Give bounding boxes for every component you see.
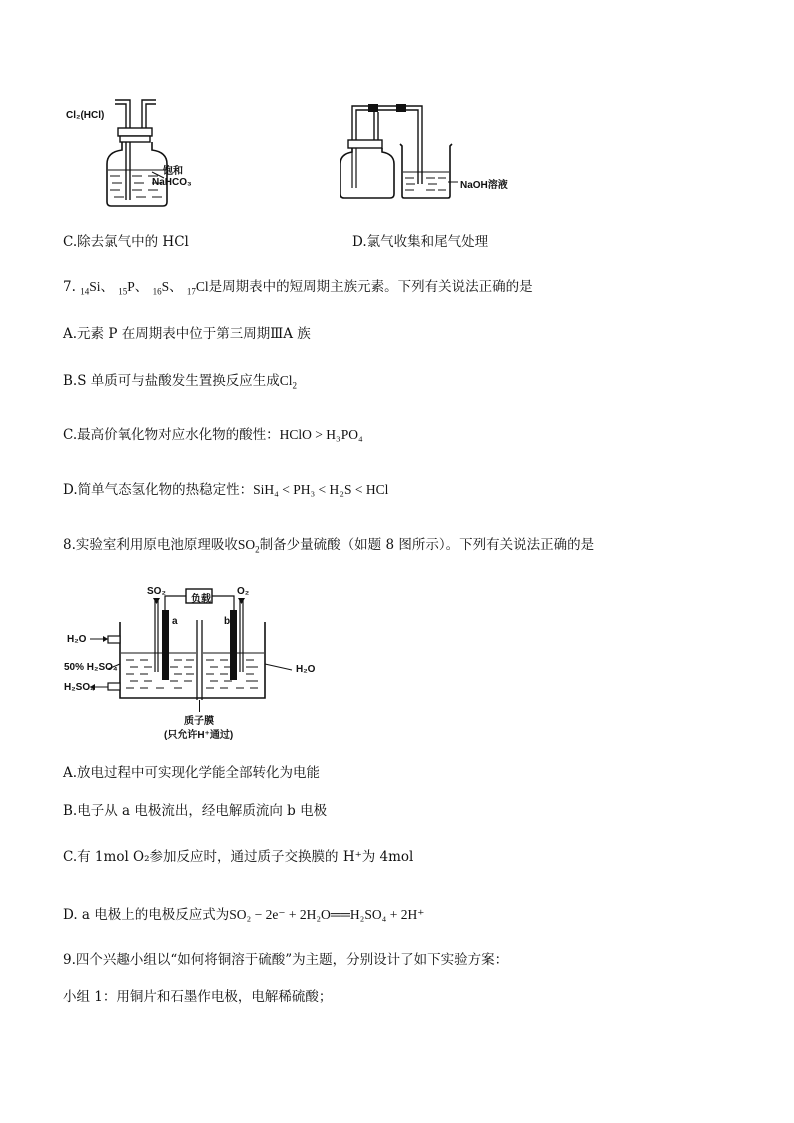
q8-stem: 8.实验室利用原电池原理吸收$SO_2$制备少量硫酸（如题 8 图所示）。下列有关说法正确的是 [63,537,595,555]
q8-option-d: D. a 电极上的电极反应式为SO₂ − 2e⁻ + 2H₂O══H₂SO₄ + 2H⁺ [63,907,425,923]
fig8-acid-label: 50% H₂SO₄ [64,662,118,673]
q9-group1: 小组 1：用铜片和石墨作电极，电解稀硫酸； [63,989,333,1005]
collection-absorption-diagram [340,102,480,202]
q8-option-c: C.有 1mol O₂参加反应时，通过质子交换膜的 H⁺为 4mol [63,849,414,865]
q9-stem: 9.四个兴趣小组以“如何将铜溶于硫酸”为主题，分别设计了如下实验方案： [63,952,509,968]
figc-gas-label: Cl₂(HCl) [66,110,105,121]
q7-option-d: D.简单气态氢化物的热稳定性：SiH₄ < PH₃ < H₂S < HCl [63,482,389,498]
figure-d [340,102,480,202]
fig8-so2-label: SO₂ [147,586,166,597]
fig8-h2o-out: H₂O [296,664,316,675]
figd-reagent-label: NaOH溶液 [460,180,508,191]
fig8-electrode-a: a [172,616,178,627]
q6-option-c: C.除去氯气中的 HCl [63,234,189,250]
q7-option-a: A.元素 P 在周期表中位于第三周期ⅢA 族 [63,326,311,342]
fig8-o2-label: O₂ [237,586,250,597]
q7-option-b: B.S 单质可与盐酸发生置换反应生成$Cl_2$ [63,373,298,391]
q7-option-c: C.最高价氧化物对应水化物的酸性：HClO > H₃PO₄ [63,427,363,443]
q8-option-a: A.放电过程中可实现化学能全部转化为电能 [63,765,321,781]
fig8-membrane-label: 质子膜 [184,716,214,727]
fig8-h2o-in: H₂O [67,634,87,645]
figc-reagent-line2: NaHCO₃ [152,177,192,188]
q6-option-d: D.氯气收集和尾气处理 [352,234,489,250]
q8-option-b: B.电子从 a 电极流出，经电解质流向 b 电极 [63,803,328,819]
fig8-membrane-note: (只允许H⁺通过) [164,730,234,741]
fig8-h2so4-out: H₂SO₄ [64,682,95,693]
figc-reagent-line1: 饱和 [163,166,183,177]
fig8-electrode-b: b [224,616,231,627]
fig8-load-label: 负载 [191,594,211,605]
q7-stem: 7. $_{14}$Si、 $_{15}$P、 $_{16}$S、 $_{17}$Cl是周期表中的短周期主族元素。下列有关说法正确的是 [63,279,533,297]
